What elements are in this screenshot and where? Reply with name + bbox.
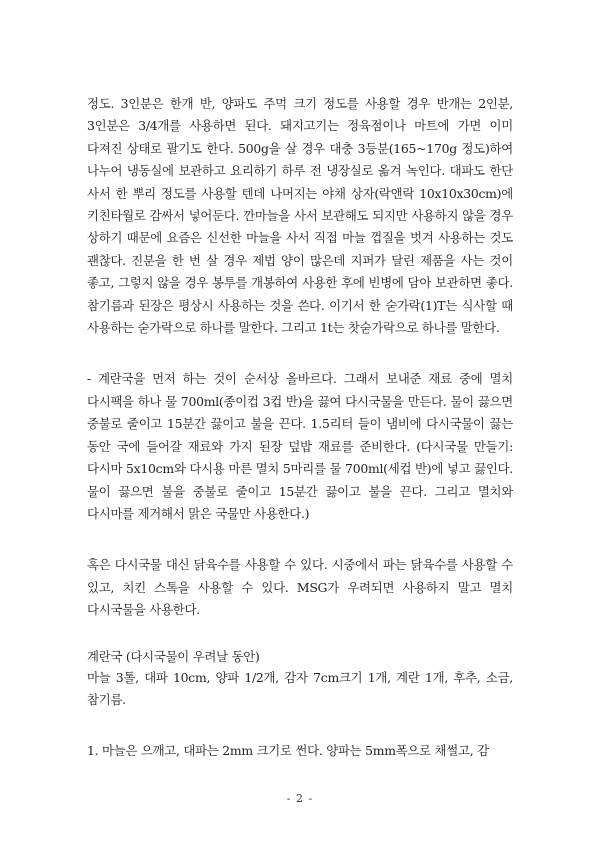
paragraph-broth-alternative: 혹은 다시국물 대신 닭육수를 사용할 수 있다. 시중에서 파는 닭육수를 사용할 수 있고, 치킨 스톡을 사용할 수 있다. MSG가 우려되면 사용하지 말고 멸치 다시국물을 사용한다. [87,557,513,618]
recipe-step-1: 1. 마늘은 으깨고, 대파는 2mm 크기로 썬다. 양파는 5mm폭으로 채썰고, 감 [87,743,489,759]
paragraph-broth-preparation: - 계란국을 먼저 하는 것이 순서상 올바르다. 그래서 보내준 재료 중에 멸치 다시팩을 하나 물 700ml(종이컵 3컵 반)을 끓여 다시국물을 만든다. 물이 끓으면 중불로 줄이고 15분간 끓이고 불을 끈다. 1.5리터 들이 냄비에 다시국물이 끓는 동안 국에 들어갈 재료와 가지 된장 덮밥 재료를 준비한다. (다시국물 만들기: 다시마 5x10cm와 다시용 마른 멸치 5마리를 물 700ml(세컵 반)에 넣고 끓인다. 물이 끓으면 불을 중불로 줄이고 15분간 끓이고 불을 끈다. 그리고 멸치와 다시마를 제거해서 맑은 국물만 사용한다.) [87,371,513,521]
paragraph-ingredient-storage: 정도. 3인분은 한개 반, 양파도 주먹 크기 정도를 사용할 경우 반개는 2인분, 3인분은 3/4개를 사용하면 된다. 돼지고기는 정육점이나 마트에 가면 이미 다져진 상태로 팔기도 한다. 500g을 살 경우 대충 3등분(165~170g 정도)하여 나누어 냉동실에 보관하고 요리하기 하루 전 냉장실로 옮겨 녹인다. 대파도 한단 사서 한 뿌리 정도를 사용할 텐데 나머지는 야채 상자(락앤락 10x10x30cm)에 키친타월로 감싸서 넣어둔다. 깐마늘을 사서 보관해도 되지만 사용하지 않을 경우 상하기 때문에 요즘은 신선한 마늘을 사서 직접 마늘 껍질을 벗겨 사용하는 것도 괜찮다. 진분을 한 번 살 경우 제법 양이 많은데 지퍼가 달린 제품을 사는 것이 좋고, 그렇지 않을 경우 봉투를 개봉하여 사용한 후에 빈병에 담아 보관하면 좋다. 참기름과 된장은 평상시 사용하는 것을 쓴다. 이기서 한 숟가락(1)T는 식사할 때 사용하는 숟가락으로 하나를 말한다. 그리고 1t는 찻숟가락으로 하나를 말한다. [87,96,513,336]
page-number: - 2 - [286,792,314,805]
recipe-heading: 계란국 (다시국물이 우려날 동안) [87,648,260,664]
page-body [87,93,513,763]
ingredient-list: 마늘 3톨, 대파 10cm, 양파 1/2개, 감자 7cm크기 1개, 계란 1개, 후추, 소금, 참기름. [87,669,513,707]
